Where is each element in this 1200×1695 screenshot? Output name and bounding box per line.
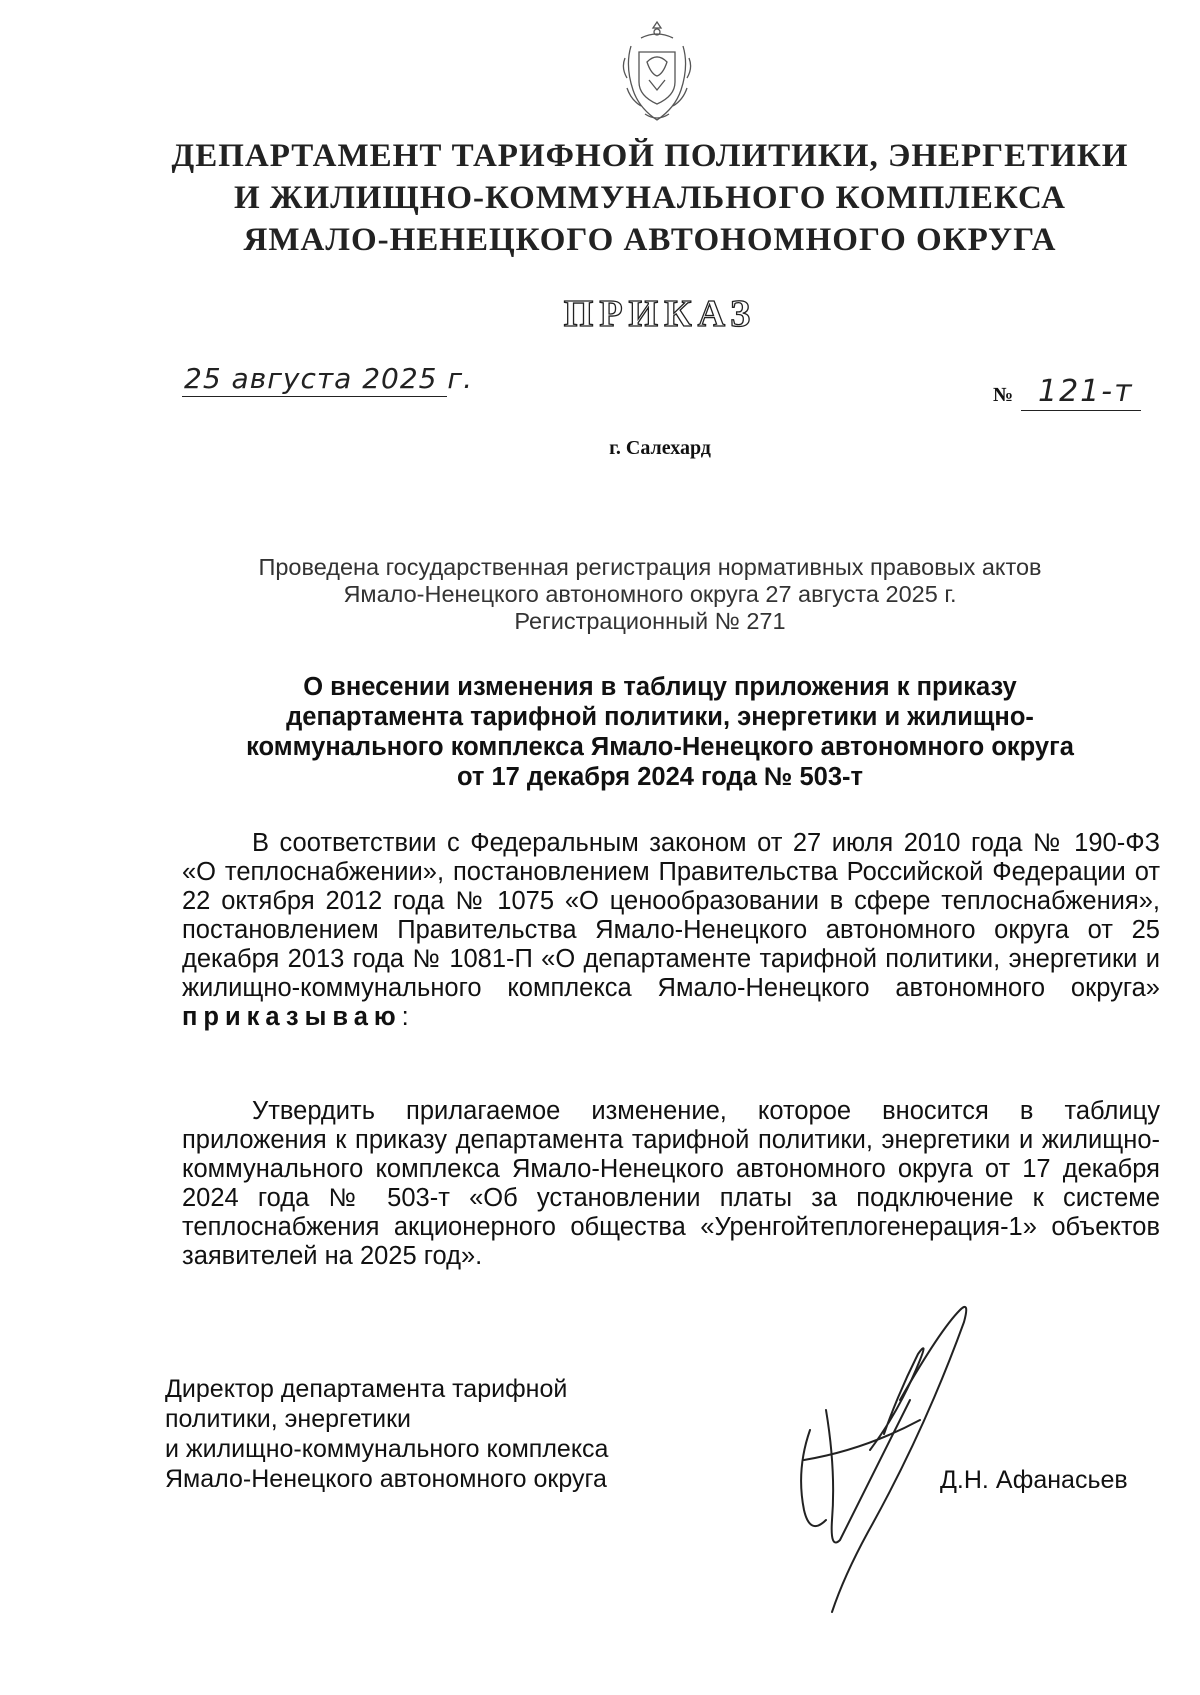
subject-line-2: департамента тарифной политики, энергетики и жилищно-	[286, 703, 1034, 731]
subject-line-3: коммунального комплекса Ямало-Ненецкого автономного округа	[246, 733, 1074, 761]
signatory-title-line-1: Директор департамента тарифной	[165, 1375, 568, 1403]
registration-line-1: Проведена государственная регистрация нормативных правовых актов	[258, 554, 1042, 580]
city: г. Салехард	[609, 437, 711, 459]
number-sign: №	[993, 384, 1014, 406]
signatory-title-line-2: политики, энергетики	[165, 1405, 411, 1433]
handwritten-signature	[770, 1290, 1000, 1630]
signatory-title	[165, 1374, 685, 1494]
order-subject	[160, 672, 1160, 792]
number-underline	[1021, 410, 1141, 411]
registration-note	[150, 554, 1150, 635]
order-number-value: 121-т	[1038, 374, 1134, 409]
resolution-text: Утвердить прилагаемое изменение, которое вносится в таблицу приложения к приказу департамента тарифной политики, энергетики и жилищно-коммунального комплекса Ямало-Ненецкого автономного округа от 17 декабря 2024 года № 503-т «Об установлении платы за подключение к системе теплоснабжения акционерного общества «Уренгойтеплогенерация-1» объектов заявителей на 2025 год».	[182, 1097, 1160, 1270]
registration-line-2: Ямало-Ненецкого автономного округа 27 августа 2025 г.	[343, 581, 957, 607]
signatory-title-line-3: и жилищно-коммунального комплекса	[165, 1435, 609, 1463]
order-colon: :	[401, 1003, 409, 1031]
order-word: приказываю	[182, 1003, 402, 1031]
subject-line-1: О внесении изменения в таблицу приложения к приказу	[303, 673, 1017, 701]
subject-line-4: от 17 декабря 2024 года № 503-т	[456, 763, 864, 791]
resolution-paragraph	[182, 1097, 1160, 1271]
document-type: ПРИКАЗ	[563, 293, 757, 335]
registration-line-3: Регистрационный № 271	[514, 608, 786, 634]
preamble-paragraph	[182, 829, 1160, 1032]
department-line-1: ДЕПАРТАМЕНТ ТАРИФНОЙ ПОЛИТИКИ, ЭНЕРГЕТИКИ	[171, 138, 1129, 174]
order-number	[993, 374, 1153, 418]
department-line-2: И ЖИЛИЩНО-КОММУНАЛЬНОГО КОМПЛЕКСА	[234, 180, 1066, 216]
department-line-3: ЯМАЛО-НЕНЕЦКОГО АВТОНОМНОГО ОКРУГА	[243, 222, 1057, 258]
date-underline	[182, 396, 447, 397]
order-date	[182, 362, 474, 402]
signatory-title-line-4: Ямало-Ненецкого автономного округа	[165, 1465, 607, 1493]
signatory-name: Д.Н. Афанасьев	[940, 1466, 1128, 1494]
preamble-text: В соответствии с Федеральным законом от 27 июля 2010 года № 190-ФЗ «О теплоснабжении», постановлением Правительства Российской Федерации от 22 октября 2012 года № 1075 «О ценообразовании в сфере теплоснабжения», постановлением Правительства Ямало-Ненецкого автономного округа от 25 декабря 2013 года № 1081-П «О департаменте тарифной политики, энергетики и жилищно-коммунального комплекса Ямало-Ненецкого автономного округа»	[182, 829, 1160, 1002]
department-heading	[140, 135, 1160, 261]
order-date-value: 25 августа 2025 г.	[184, 362, 474, 395]
coat-of-arms-icon	[617, 18, 697, 126]
